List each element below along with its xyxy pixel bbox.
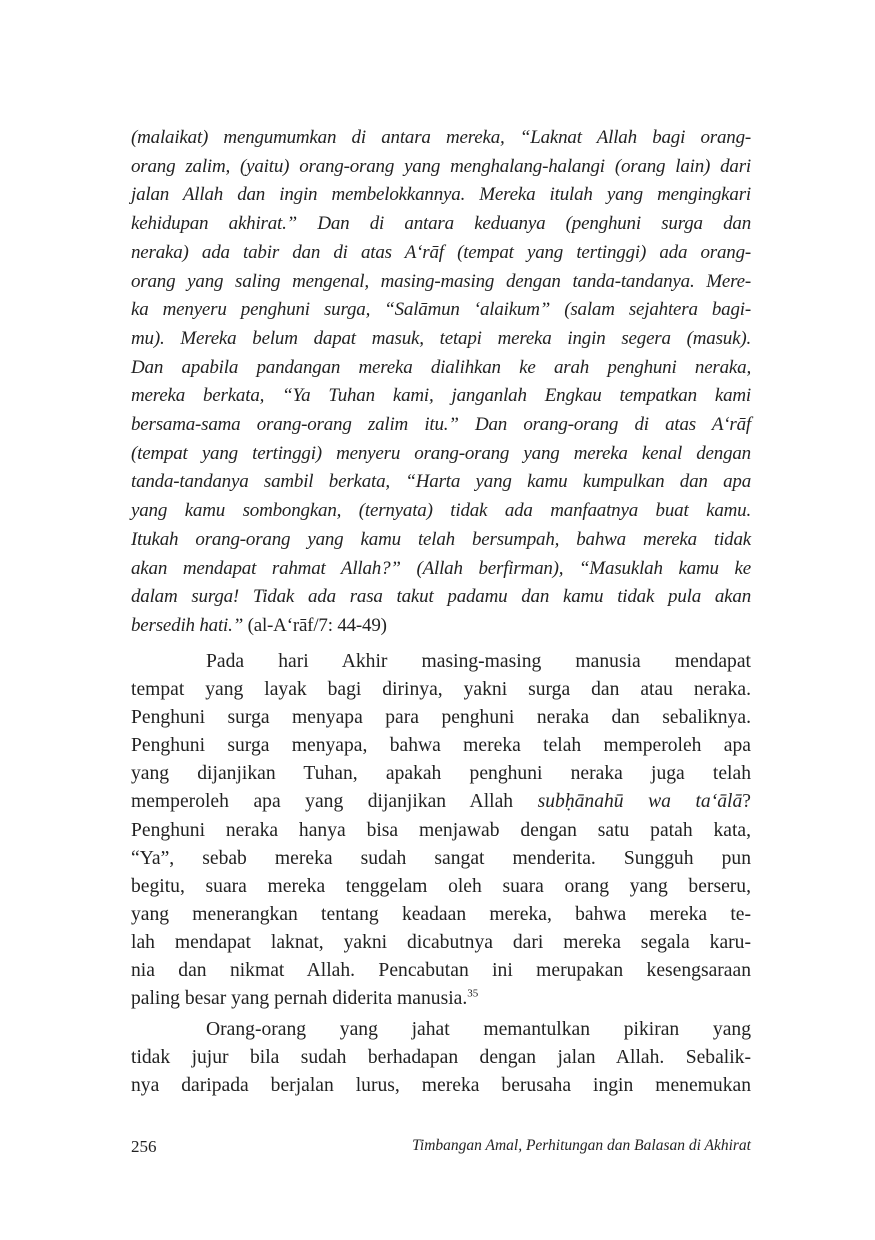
text-line: Penghuni surga menyapa, bahwa mereka telah memperoleh apa — [131, 735, 751, 757]
text-line: (tempat yang tertinggi) menyeru orang-orang yang mereka kenal dengan — [131, 442, 751, 464]
text-line: akan mendapat rahmat Allah?” (Allah berfirman), “Masuklah kamu ke — [131, 557, 751, 579]
quote-citation: (al-A‘rāf/7: 44-49) — [243, 614, 387, 636]
text-line: begitu, suara mereka tenggelam oleh suara orang yang berseru, — [131, 875, 751, 897]
text-line: mu). Mereka belum dapat masuk, tetapi mereka ingin segera (masuk). — [131, 327, 751, 349]
text-line: neraka) ada tabir dan di atas A‘rāf (tempat yang tertinggi) ada orang- — [131, 241, 751, 263]
footnote-reference[interactable]: 35 — [467, 987, 479, 1000]
quran-quote-block — [131, 124, 751, 641]
text: ? — [742, 791, 751, 813]
paragraph-line — [131, 985, 751, 1013]
text-line: yang kamu sombongkan, (ternyata) tidak ada manfaatnya buat kamu. — [131, 500, 751, 522]
text-line: nya daripada berjalan lurus, mereka berusaha ingin menemukan — [131, 1075, 751, 1097]
quote-text: bersedih hati.” — [131, 614, 244, 636]
paragraph-2 — [131, 1016, 751, 1100]
text-line: Pada hari Akhir masing-masing manusia mendapat — [206, 651, 751, 672]
text-line: bersama-sama orang-orang zalim itu.” Dan orang-orang di atas A‘rāf — [131, 414, 751, 436]
text-line: nia dan nikmat Allah. Pencabutan ini merupakan kesengsaraan — [131, 960, 751, 982]
text-line: (malaikat) mengumumkan di antara mereka, “Laknat Allah bagi orang- — [131, 127, 751, 148]
text-line: lah mendapat laknat, yakni dicabutnya dari mereka segala karu- — [131, 931, 751, 953]
text-line: Dan apabila pandangan mereka dialihkan ke arah penghuni neraka, — [131, 356, 751, 378]
text-line: Itukah orang-orang yang kamu telah bersumpah, bahwa mereka tidak — [131, 528, 751, 550]
text-line: tempat yang layak bagi dirinya, yakni surga dan atau neraka. — [131, 679, 751, 701]
text-line: ka menyeru penghuni surga, “Salāmun ‘alaikum” (salam sejahtera bagi- — [131, 299, 751, 321]
paragraph-line — [131, 788, 751, 816]
text-line: Penghuni surga menyapa para penghuni neraka dan sebaliknya. — [131, 707, 751, 729]
text-line: kehidupan akhirat.” Dan di antara keduanya (penghuni surga dan — [131, 213, 751, 235]
page-number: 256 — [131, 1137, 157, 1156]
text-line: Orang-orang yang jahat memantulkan pikiran yang — [206, 1019, 751, 1040]
text-line: dalam surga! Tidak ada rasa takut padamu dan kamu tidak pula akan — [131, 586, 751, 608]
text-line: yang dijanjikan Tuhan, apakah penghuni neraka juga telah — [131, 763, 751, 785]
text-line: orang zalim, (yaitu) orang-orang yang menghalang-halangi (orang lain) dari — [131, 155, 751, 177]
text-line: mereka berkata, “Ya Tuhan kami, janganlah Engkau tempatkan kami — [131, 385, 751, 407]
text: memperoleh apa yang dijanjikan Allah — [131, 791, 538, 813]
arabic-phrase: subḥānahū wa ta‘ālā — [537, 791, 743, 813]
text: paling besar yang pernah diderita manusia. — [131, 988, 468, 1010]
quote-last-line — [131, 612, 751, 641]
text-line: yang menerangkan tentang keadaan mereka, bahwa mereka te- — [131, 903, 751, 925]
text-line: tanda-tandanya sambil berkata, “Harta yang kamu kumpulkan dan apa — [131, 471, 751, 493]
text-line: tidak jujur bila sudah berhadapan dengan jalan Allah. Sebalik- — [131, 1047, 751, 1069]
text-line: jalan Allah dan ingin membelokkannya. Mereka itulah yang mengingkari — [131, 184, 751, 206]
text-line: orang yang saling mengenal, masing-masing dengan tanda-tandanya. Mere- — [131, 270, 751, 292]
text-line: “Ya”, sebab mereka sudah sangat menderita. Sungguh pun — [131, 847, 751, 869]
text-line: Penghuni neraka hanya bisa menjawab dengan satu patah kata, — [131, 819, 751, 841]
running-title: Timbangan Amal, Perhitungan dan Balasan di Akhirat — [412, 1137, 751, 1154]
paragraph-1 — [131, 648, 751, 1013]
